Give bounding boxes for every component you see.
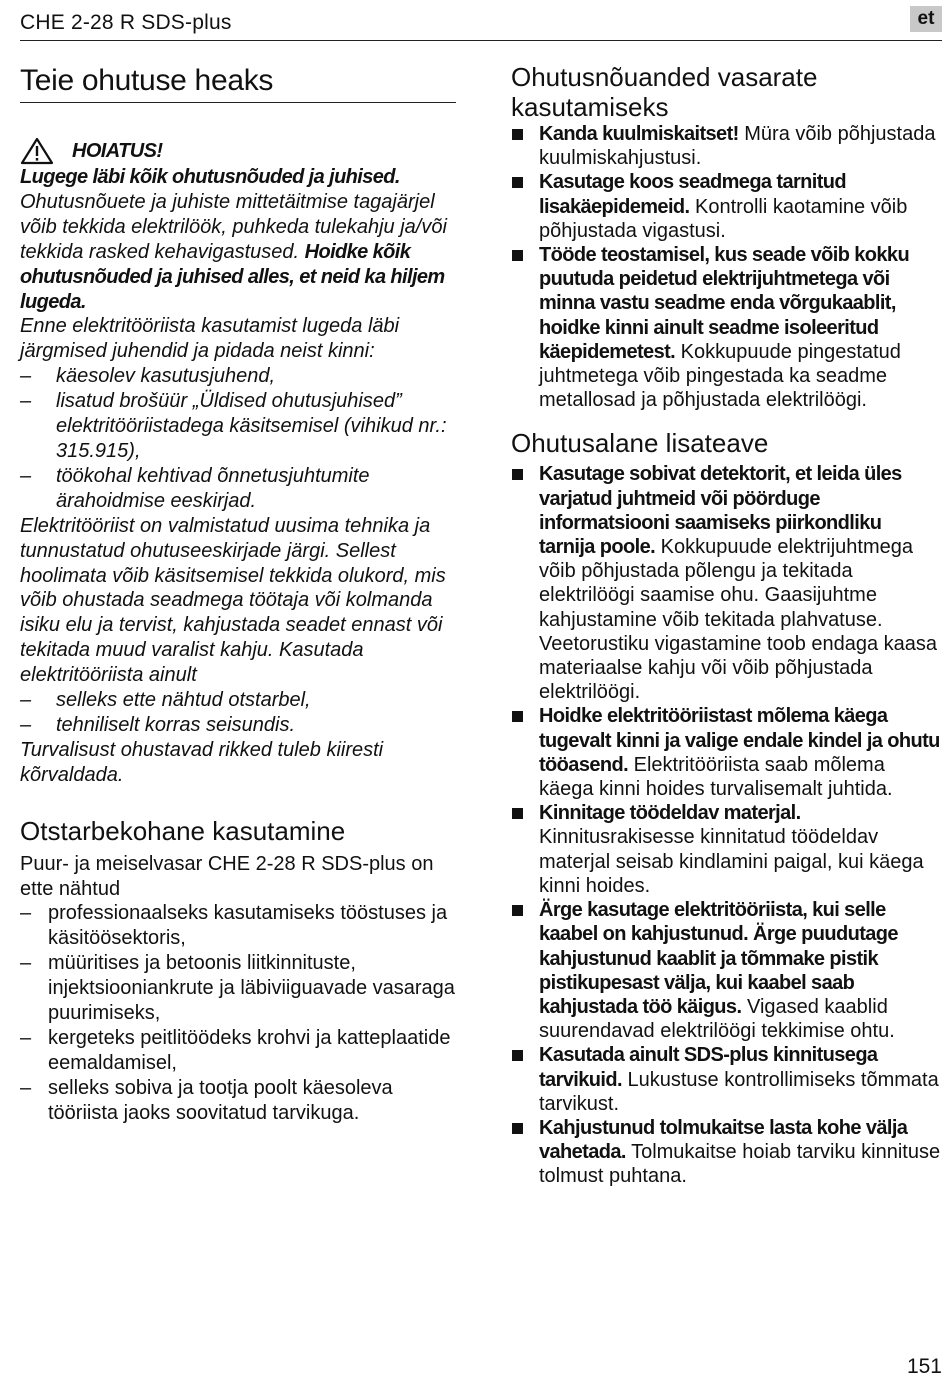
list-item: – professionaalseks kasutamiseks tööstuses ja käsitöösektoris, <box>20 901 456 951</box>
item-text: Vigased kaablid suurendavad elektrilöögi tekkimise ohtu. <box>539 995 895 1043</box>
list-item <box>511 122 941 170</box>
list-item: – töökohal kehtivad õnnetusjuhtumite ärahoidmise eeskirjad. <box>20 464 456 514</box>
item-text: Tolmukaitse hoiab tarviku kinnituse tolmust puhtana. <box>539 1141 941 1188</box>
list-item: – käesolev kasutusjuhend, <box>20 364 456 389</box>
safety-paragraph: Elektritööriist on valmistatud uusima tehnika ja tunnustatud ohutuseeskirjade järgi. Sellest hoolimata võib käsitsemisel tekkida olukord, mis võib ohustada seadmega töötaja või kolmanda isiku elu ja tervist, kahjustada seadet ennast või tekitada muud varalist kahju. Kasutada elektritööriista ainult <box>20 514 446 687</box>
list-item: – müüritises ja betoonis liitkinnituste, injektsiooniankrute ja läbiviiguavade vasaraga puurimiseks, <box>20 951 456 1026</box>
list-item: – selleks ette nähtud otstarbel, <box>20 688 456 713</box>
additional-safety-section <box>511 428 941 1188</box>
warning-label: HOIATUS! <box>72 139 163 162</box>
item-bold: Kasutage koos seadmega tarnitud lisakäepidemeid. <box>539 171 847 218</box>
intended-use-heading: Otstarbekohane kasutamine <box>20 815 346 846</box>
square-bullet-icon <box>512 711 523 722</box>
usage-conditions-list <box>20 688 456 738</box>
hammer-safety-list <box>511 122 941 412</box>
documents-list <box>20 364 456 513</box>
item-bold: Ärge kasutage elektritööriista, kui selle kaabel on kahjustunud. Ärge puudutage kahjustunud kaablit ja tõmmake pistik pistikupesast välja, kui kaabel saab kahjustada töö käigus. <box>539 899 898 1018</box>
list-item: – selleks sobiva ja tootja poolt käesoleva tööriista jaoks soovitatud tarvikuga. <box>20 1076 456 1126</box>
square-bullet-icon <box>512 808 523 819</box>
item-bold: Hoidke elektritööriistast mõlema käega tugevalt kinni ja valige endale kindel ja ohutu tööasend. <box>539 705 940 776</box>
list-item <box>511 898 941 1043</box>
intended-use-list <box>20 901 456 1125</box>
item-bold: Kinnitage töödeldav materjal. <box>539 802 801 825</box>
left-column <box>20 62 456 1126</box>
square-bullet-icon <box>512 469 523 480</box>
item-bold: Kahjustunud tolmukaitse lasta kohe välja vahetada. <box>539 1116 908 1164</box>
warning-text <box>20 165 456 314</box>
square-bullet-icon <box>512 129 523 140</box>
item-bold: Kanda kuulmiskaitset! <box>539 123 739 145</box>
header-divider <box>20 40 942 41</box>
item-text: Elektritööriista saab mõlema käega kinni hoides turvalisemalt juhtida. <box>539 753 893 801</box>
square-bullet-icon <box>512 1123 523 1134</box>
item-bold: Kasutage sobivat detektorit, et leida üles varjatud juhtmeid või pöörduge informatsiooni saamiseks piirkondliku tarnija poole. <box>539 463 902 559</box>
list-item <box>511 1043 941 1116</box>
item-text: Kokkupuude elektrijuhtmega võib põhjustada põlengu ja tekitada elektrilöögi saamise ohu. Gaasijuhtme kahjustamine võib tekitada plahvatuse. Veetorustiku vigastamine toob endaga kaasa materiaalse kahju või võib põhjustada elektrilöögi. <box>539 536 938 704</box>
language-badge: et <box>910 6 942 32</box>
hammer-safety-heading: Ohutusnõuanded vasarate kasutamiseks <box>511 62 818 122</box>
page-number: 151 <box>906 1355 942 1378</box>
item-text: Lukustuse kontrollimiseks tõmmata tarvikust. <box>539 1068 939 1115</box>
list-item: – lisatud brošüür „Üldised ohutusjuhised” elektritööriistadega käsitsemisel (vihikud nr.: 315.915), <box>20 389 456 464</box>
item-text: Kontrolli kaotamine võib põhjustada vigastusi. <box>539 195 908 242</box>
additional-safety-heading: Ohutusalane lisateave <box>511 428 769 459</box>
document-header-title: CHE 2-28 R SDS-plus <box>20 11 232 34</box>
list-item <box>511 704 941 801</box>
warning-bold-1: Lugege läbi kõik ohutusnõuded ja juhised. <box>20 166 400 188</box>
warning-triangle-icon <box>20 137 54 165</box>
item-bold: Kasutada ainult SDS-plus kinnitusega tarvikuid. <box>539 1044 878 1091</box>
documents-intro: Enne elektritööriista kasutamist lugeda läbi järgmised juhendid ja pidada neist kinni: <box>20 315 400 363</box>
item-text: Kokkupuude pingestatud juhtmetega võib pingestada ka seadme metallosad ja põhjustada elektrilöögi. <box>539 340 901 412</box>
item-bold: Tööde teostamisel, kus seade võib kokku puutuda peidetud elektrijuhtmetega või minna vastu seadme enda võrgukaablit, hoidke kinni ainult seadme isoleeritud käepidemetest. <box>539 244 910 363</box>
list-item <box>511 243 941 412</box>
item-text: Müra võib põhjustada kuulmiskahjustusi. <box>539 123 936 170</box>
intended-use-intro: Puur- ja meiselvasar CHE 2-28 R SDS-plus on ette nähtud <box>20 852 434 900</box>
warning-block <box>20 137 456 788</box>
square-bullet-icon <box>512 1050 523 1061</box>
additional-safety-list <box>511 462 941 1188</box>
warning-bold-2: Hoidke kõik ohutusnõuded ja juhised alles, et neid ka hiljem lugeda. <box>20 240 445 313</box>
intended-use-section <box>20 816 456 1126</box>
list-item <box>511 1116 941 1189</box>
list-item <box>511 170 941 243</box>
square-bullet-icon <box>512 250 523 261</box>
list-item: – kergeteks peitlitöödeks krohvi ja katteplaatide eemaldamisel, <box>20 1026 456 1076</box>
list-item <box>511 801 941 898</box>
square-bullet-icon <box>512 177 523 188</box>
list-item <box>511 462 941 704</box>
safety-heading: Teie ohutuse heaks <box>20 62 456 103</box>
warning-text-1: Ohutusnõuete ja juhiste mittetäitmise tagajärjel võib tekkida elektrilöök, puhkeda tulekahju ja/või tekkida rasked kehavigastused. <box>20 190 447 263</box>
list-item: – tehniliselt korras seisundis. <box>20 713 456 738</box>
defects-paragraph: Turvalisust ohustavad rikked tuleb kiiresti kõrvaldada. <box>20 738 384 786</box>
right-column <box>511 62 941 1189</box>
square-bullet-icon <box>512 905 523 916</box>
item-text: Kinnitusrakisesse kinnitatud töödeldav materjal seisab kindlamini paigal, kui käega kinni hoides. <box>539 826 924 897</box>
